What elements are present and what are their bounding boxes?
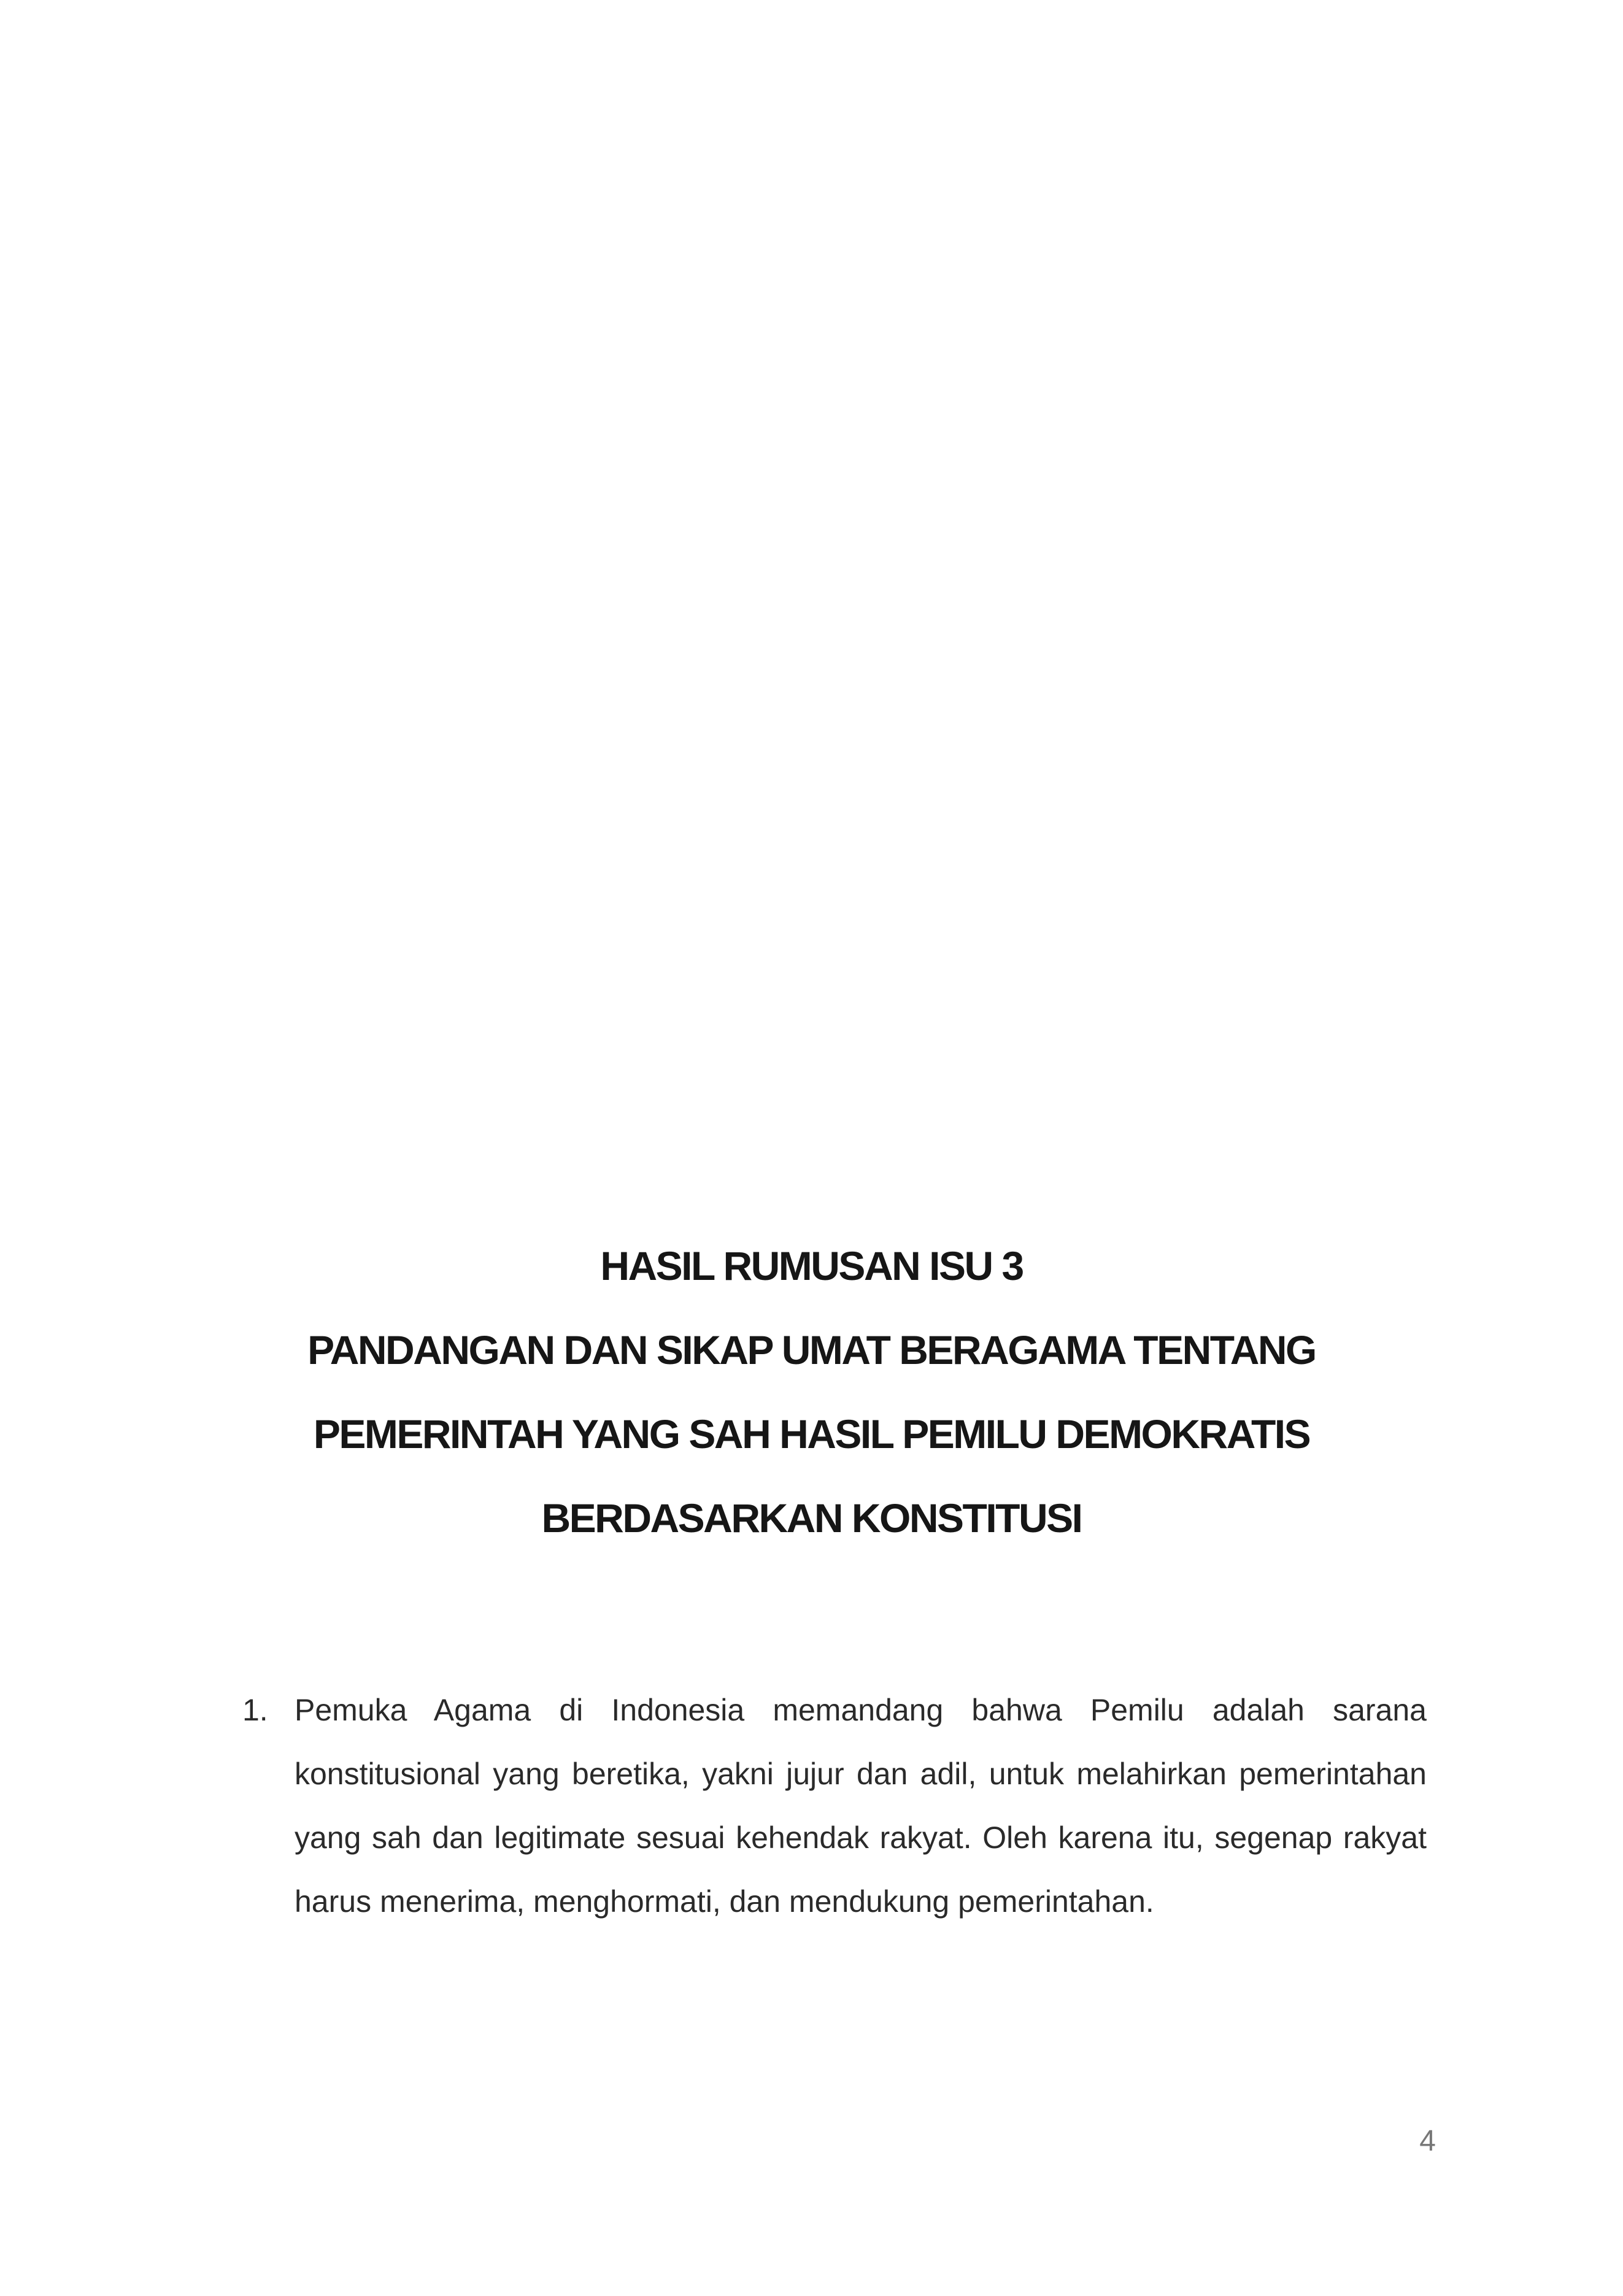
- document-heading: [184, 1224, 1439, 1560]
- list-item: [242, 1678, 1427, 1933]
- heading-line-3: PEMERINTAH YANG SAH HASIL PEMILU DEMOKRATIS: [313, 1411, 1310, 1457]
- heading-line-4: BERDASARKAN KONSTITUSI: [541, 1495, 1082, 1541]
- list-item-text: Pemuka Agama di Indonesia memandang bahwa Pemilu adalah sarana konstitusional yang beretika, yakni jujur dan adil, untuk melahirkan pemerintahan yang sah dan legitimate sesuai kehendak rakyat. Oleh karena itu, segenap rakyat harus menerima, menghormati, dan mendukung pemerintahan.: [295, 1693, 1427, 1919]
- numbered-list: [242, 1678, 1427, 1933]
- heading-line-2: PANDANGAN DAN SIKAP UMAT BERAGAMA TENTANG: [307, 1327, 1316, 1373]
- heading-line-1: HASIL RUMUSAN ISU 3: [600, 1243, 1023, 1289]
- page-number: 4: [1419, 2125, 1436, 2157]
- list-item-number: 1.: [242, 1693, 268, 1727]
